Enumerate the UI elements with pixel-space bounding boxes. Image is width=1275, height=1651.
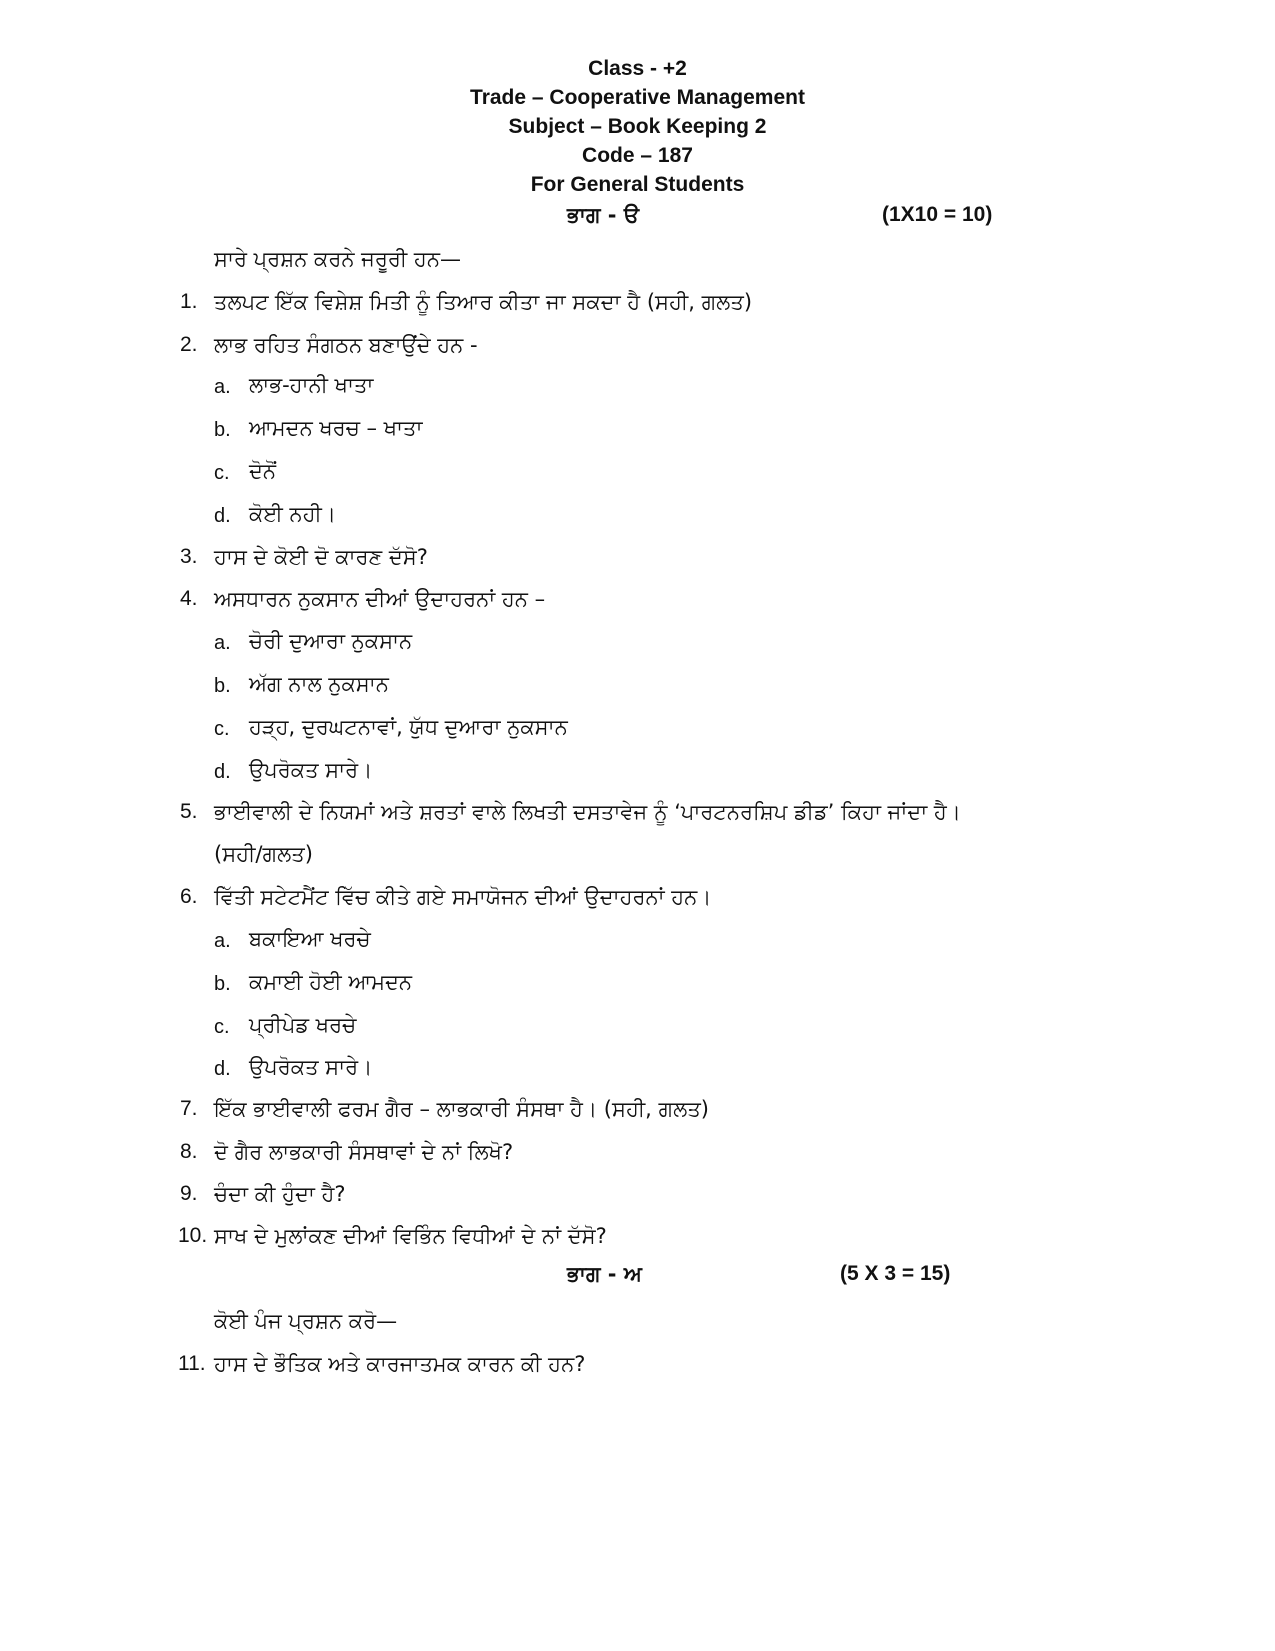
section-b-title: ਭਾਗ - ਅ xyxy=(567,1262,642,1286)
option-text: ਦੋਨੋਂ xyxy=(249,459,277,483)
option-text: ਉਪਰੋਕਤ ਸਾਰੇ। xyxy=(249,1055,373,1079)
trade-heading: Trade – Cooperative Management xyxy=(470,86,805,109)
option-text: ਚੋਰੀ ਦੁਆਰਾ ਨੁਕਸਾਨ xyxy=(249,629,413,653)
option-text: ਪ੍ਰੀਪੇਡ ਖਰਚੇ xyxy=(249,1013,357,1037)
option-label: a. xyxy=(214,632,231,654)
option-label: d. xyxy=(214,1058,231,1080)
option-text: ਬਕਾਇਆ ਖਰਚੇ xyxy=(249,927,371,951)
question-text: ਇੱਕ ਭਾਈਵਾਲੀ ਫਰਮ ਗੈਰ – ਲਾਭਕਾਰੀ ਸੰਸਥਾ ਹੈ। (ਸਹੀ, ਗਲਤ) xyxy=(214,1097,709,1121)
option-label: d. xyxy=(214,761,231,783)
section-a-title: ਭਾਗ - ੳ xyxy=(567,203,640,227)
question-number: 3. xyxy=(180,545,198,568)
option-label: c. xyxy=(214,1016,230,1038)
question-number: 11. xyxy=(178,1352,206,1375)
section-b-marks: (5 X 3 = 15) xyxy=(840,1262,951,1285)
question-text: ਅਸਧਾਰਨ ਨੁਕਸਾਨ ਦੀਆਂ ਉਦਾਹਰਨਾਂ ਹਨ – xyxy=(214,587,546,611)
question-text: ਹਾਸ ਦੇ ਕੋਈ ਦੋ ਕਾਰਣ ਦੱਸੋ? xyxy=(214,545,428,569)
option-text: ਕੋਈ ਨਹੀ। xyxy=(249,502,336,526)
question-number: 2. xyxy=(180,333,198,356)
question-number: 7. xyxy=(180,1097,198,1120)
class-heading: Class - +2 xyxy=(588,57,687,80)
question-text: ਹਾਸ ਦੇ ਭੌਤਿਕ ਅਤੇ ਕਾਰਜਾਤਮਕ ਕਾਰਨ ਕੀ ਹਨ? xyxy=(214,1352,586,1376)
question-number: 5. xyxy=(180,800,198,823)
question-text: ਵਿੱਤੀ ਸਟੇਟਮੈਂਟ ਵਿੱਚ ਕੀਤੇ ਗਏ ਸਮਾਯੋਜਨ ਦੀਆਂ ਉਦਾਹਰਨਾਂ ਹਨ। xyxy=(214,885,712,909)
question-text: ਦੋ ਗੈਰ ਲਾਭਕਾਰੀ ਸੰਸਥਾਵਾਂ ਦੇ ਨਾਂ ਲਿਖੋ? xyxy=(214,1140,514,1164)
question-number: 1. xyxy=(180,290,198,313)
question-number: 9. xyxy=(180,1182,198,1205)
option-label: b. xyxy=(214,675,231,697)
section-b-heading xyxy=(0,1262,1275,1294)
section-a-heading xyxy=(0,203,1275,235)
section-a-marks: (1X10 = 10) xyxy=(882,203,993,226)
question-number: 6. xyxy=(180,885,198,908)
section-a-instruction: ਸਾਰੇ ਪ੍ਰਸ਼ਨ ਕਰਨੇ ਜਰੂਰੀ ਹਨ— xyxy=(214,247,461,271)
question-text: ਲਾਭ ਰਹਿਤ ਸੰਗਠਨ ਬਣਾਉਂਦੇ ਹਨ - xyxy=(214,333,478,357)
option-text: ਆਮਦਨ ਖਰਚ – ਖਾਤਾ xyxy=(249,416,423,440)
question-number: 8. xyxy=(180,1140,198,1163)
option-label: c. xyxy=(214,718,230,740)
question-text: ਸਾਖ ਦੇ ਮੁਲਾਂਕਣ ਦੀਆਂ ਵਿਭਿੰਨ ਵਿਧੀਆਂ ਦੇ ਨਾਂ ਦੱਸੋ? xyxy=(214,1224,607,1248)
subject-heading: Subject – Book Keeping 2 xyxy=(508,115,767,138)
question-number: 4. xyxy=(180,587,198,610)
option-text: ਹੜ੍ਹ, ਦੁਰਘਟਨਾਵਾਂ, ਯੁੱਧ ਦੁਆਰਾ ਨੁਕਸਾਨ xyxy=(249,715,568,739)
question-text: ਚੰਦਾ ਕੀ ਹੁੰਦਾ ਹੈ? xyxy=(214,1182,346,1206)
code-heading: Code – 187 xyxy=(582,144,693,167)
option-text: ਕਮਾਈ ਹੋਈ ਆਮਦਨ xyxy=(249,970,413,994)
question-text: ਭਾਈਵਾਲੀ ਦੇ ਨਿਯਮਾਂ ਅਤੇ ਸ਼ਰਤਾਂ ਵਾਲੇ ਲਿਖਤੀ ਦਸਤਾਵੇਜ ਨੂੰ ‘ਪਾਰਟਨਰਸ਼ਿਪ ਡੀਡ’ ਕਿਹਾ ਜਾਂਦਾ ਹੈ। xyxy=(214,800,961,824)
option-text: ਉਪਰੋਕਤ ਸਾਰੇ। xyxy=(249,758,373,782)
option-label: a. xyxy=(214,376,231,398)
option-label: b. xyxy=(214,419,231,441)
audience-heading: For General Students xyxy=(530,173,745,196)
question-number: 10. xyxy=(178,1224,208,1247)
question-text-continued: (ਸਹੀ/ਗਲਤ) xyxy=(214,842,313,866)
option-text: ਅੱਗ ਨਾਲ ਨੁਕਸਾਨ xyxy=(249,672,389,696)
question-text: ਤਲਪਟ ਇੱਕ ਵਿਸ਼ੇਸ਼ ਮਿਤੀ ਨੂੰ ਤਿਆਰ ਕੀਤਾ ਜਾ ਸਕਦਾ ਹੈ (ਸਹੀ, ਗਲਤ) xyxy=(214,290,753,314)
option-label: c. xyxy=(214,462,230,484)
option-text: ਲਾਭ-ਹਾਨੀ ਖਾਤਾ xyxy=(249,373,374,397)
section-b-instruction: ਕੋਈ ਪੰਜ ਪ੍ਰਸ਼ਨ ਕਰੋ— xyxy=(214,1309,398,1333)
option-label: a. xyxy=(214,930,231,952)
option-label: b. xyxy=(214,973,231,995)
option-label: d. xyxy=(214,505,231,527)
